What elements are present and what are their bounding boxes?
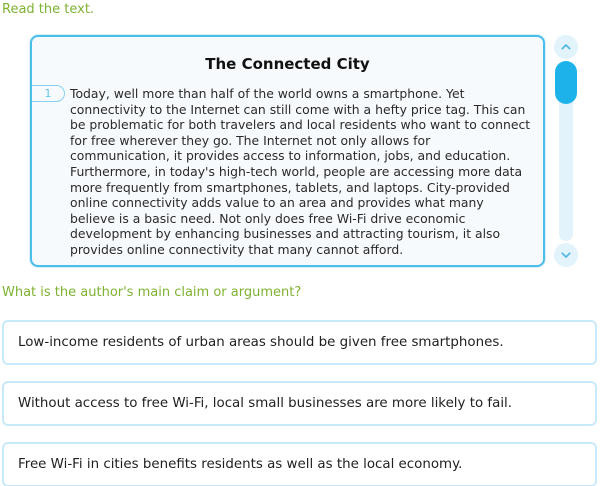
scrollbar-thumb[interactable]	[555, 61, 577, 104]
answer-option-2[interactable]: Without access to free Wi-Fi, local small businesses are more likely to fail.	[2, 381, 597, 426]
answer-option-3[interactable]: Free Wi-Fi in cities benefits residents as well as the local economy.	[2, 442, 597, 486]
scroll-down-button[interactable]	[554, 243, 578, 267]
passage-section	[30, 35, 578, 267]
passage-title: The Connected City	[205, 55, 370, 73]
paragraph-number-badge: 1	[32, 85, 65, 102]
answer-options	[2, 320, 597, 486]
passage-text: Today, well more than half of the world owns a smartphone. Yet connectivity to the Internet can still come with a hefty price tag. This can be problematic for both travelers and local residents who want to connect for free wherever they go. The Internet not only allows for communication, it provides access to information, jobs, and education. Furthermore, in today's high-tech world, people are accessing more data more frequently from smartphones, tablets, and laptops. City-provided online connectivity adds value to an area and provides what many believe is a basic need. Not only does free Wi-Fi drive economic development by enhancing businesses and attracting tourism, it also provides online connectivity that many cannot afford.	[70, 86, 531, 257]
chevron-up-icon	[558, 39, 574, 55]
scrollbar-track[interactable]	[559, 61, 573, 241]
chevron-down-icon	[558, 247, 574, 263]
passage-card	[30, 35, 545, 267]
scroll-up-button[interactable]	[554, 35, 578, 59]
answer-option-1[interactable]: Low-income residents of urban areas should be given free smartphones.	[2, 320, 597, 365]
passage-scrollbar	[554, 35, 578, 267]
passage-paragraph	[32, 86, 543, 258]
question-text: What is the author's main claim or argument?	[2, 285, 302, 300]
read-text-instruction: Read the text.	[2, 2, 95, 17]
